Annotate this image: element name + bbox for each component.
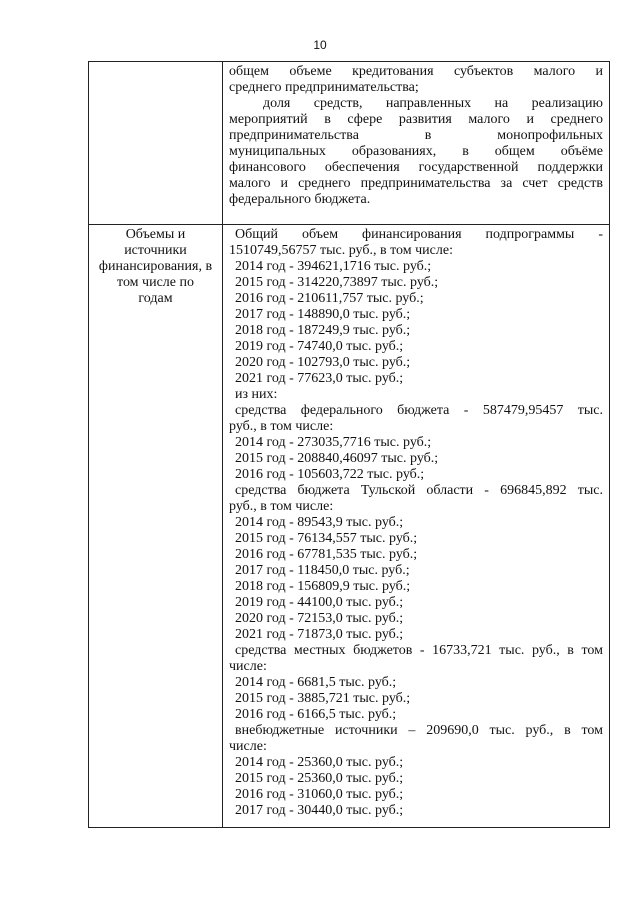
text-line: руб., в том числе:	[229, 499, 334, 514]
text-line: средства бюджета Тульской области - 696845,892 тыс.	[235, 483, 603, 498]
text-line: 2019 год - 74740,0 тыс. руб.;	[235, 339, 404, 354]
text-line: 2018 год - 187249,9 тыс. руб.;	[235, 323, 411, 338]
row-label-line: Объемы и	[125, 227, 186, 242]
text-line: 2015 год - 25360,0 тыс. руб.;	[235, 771, 404, 786]
text-line: 2014 год - 273035,7716 тыс. руб.;	[235, 435, 432, 450]
row-label-line: источники	[124, 243, 187, 258]
text-line: муниципальных образованиях, в общем объёме	[229, 144, 603, 159]
text-line: 2015 год - 76134,557 тыс. руб.;	[235, 531, 418, 546]
row-label-cell	[89, 225, 223, 828]
text-line: 2016 год - 105603,722 тыс. руб.;	[235, 467, 425, 482]
text-line: числе:	[229, 739, 267, 754]
text-line: федерального бюджета.	[229, 192, 371, 207]
text-line: 2014 год - 25360,0 тыс. руб.;	[235, 755, 404, 770]
row-label-cell	[89, 62, 223, 225]
table-row	[89, 62, 610, 225]
text-line: 2016 год - 31060,0 тыс. руб.;	[235, 787, 404, 802]
text-line: 2021 год - 77623,0 тыс. руб.;	[235, 371, 404, 386]
text-line: 2015 год - 3885,721 тыс. руб.;	[235, 691, 411, 706]
text-line: средства федерального бюджета - 587479,95457 тыс.	[235, 403, 603, 418]
text-line: 2015 год - 208840,46097 тыс. руб.;	[235, 451, 439, 466]
page-number: 10	[313, 38, 327, 52]
row-label-line: финансирования, в	[98, 259, 213, 274]
text-line: 2016 год - 6166,5 тыс. руб.;	[235, 707, 397, 722]
text-line: доля средств, направленных на реализацию	[263, 96, 603, 111]
text-line: 2020 год - 72153,0 тыс. руб.;	[235, 611, 404, 626]
text-line: Общий объем финансирования подпрограммы -	[235, 227, 603, 242]
text-line: 2020 год - 102793,0 тыс. руб.;	[235, 355, 411, 370]
text-line: 2019 год - 44100,0 тыс. руб.;	[235, 595, 404, 610]
text-line: финансового обеспечения государственной поддержки	[229, 160, 603, 175]
text-line: 2014 год - 6681,5 тыс. руб.;	[235, 675, 397, 690]
text-line: общем объеме кредитования субъектов малого и	[229, 64, 603, 79]
text-line: мероприятий в сфере развития малого и среднего	[229, 112, 603, 127]
text-line: 2014 год - 394621,1716 тыс. руб.;	[235, 259, 432, 274]
subprogram-passport-table	[88, 61, 610, 828]
text-line: 2016 год - 210611,757 тыс. руб.;	[235, 291, 424, 306]
text-line: 2017 год - 118450,0 тыс. руб.;	[235, 563, 410, 578]
text-line: руб., в том числе:	[229, 419, 334, 434]
row-content-cell	[223, 62, 610, 225]
text-line: 2015 год - 314220,73897 тыс. руб.;	[235, 275, 439, 290]
text-line: малого и среднего предпринимательства за счет средств	[229, 176, 603, 191]
text-line: 2018 год - 156809,9 тыс. руб.;	[235, 579, 411, 594]
text-line: 1510749,56757 тыс. руб., в том числе:	[229, 243, 453, 258]
text-line: 2016 год - 67781,535 тыс. руб.;	[235, 547, 418, 562]
text-line: 2014 год - 89543,9 тыс. руб.;	[235, 515, 404, 530]
row-label-line: том числе по	[117, 275, 194, 290]
text-line: предпринимательства в монопрофильных	[229, 128, 603, 143]
table-row	[89, 225, 610, 828]
text-line: 2021 год - 71873,0 тыс. руб.;	[235, 627, 404, 642]
text-line: среднего предпринимательства;	[229, 80, 419, 95]
text-line: внебюджетные источники – 209690,0 тыс. руб., в том	[235, 723, 603, 738]
text-line: 2017 год - 148890,0 тыс. руб.;	[235, 307, 411, 322]
text-line: из них:	[235, 387, 278, 402]
text-line: средства местных бюджетов - 16733,721 тыс. руб., в том	[235, 643, 603, 658]
text-line: 2017 год - 30440,0 тыс. руб.;	[235, 803, 404, 818]
row-label-line: годам	[138, 291, 173, 306]
text-line: числе:	[229, 659, 267, 674]
row-content-cell	[223, 225, 610, 828]
